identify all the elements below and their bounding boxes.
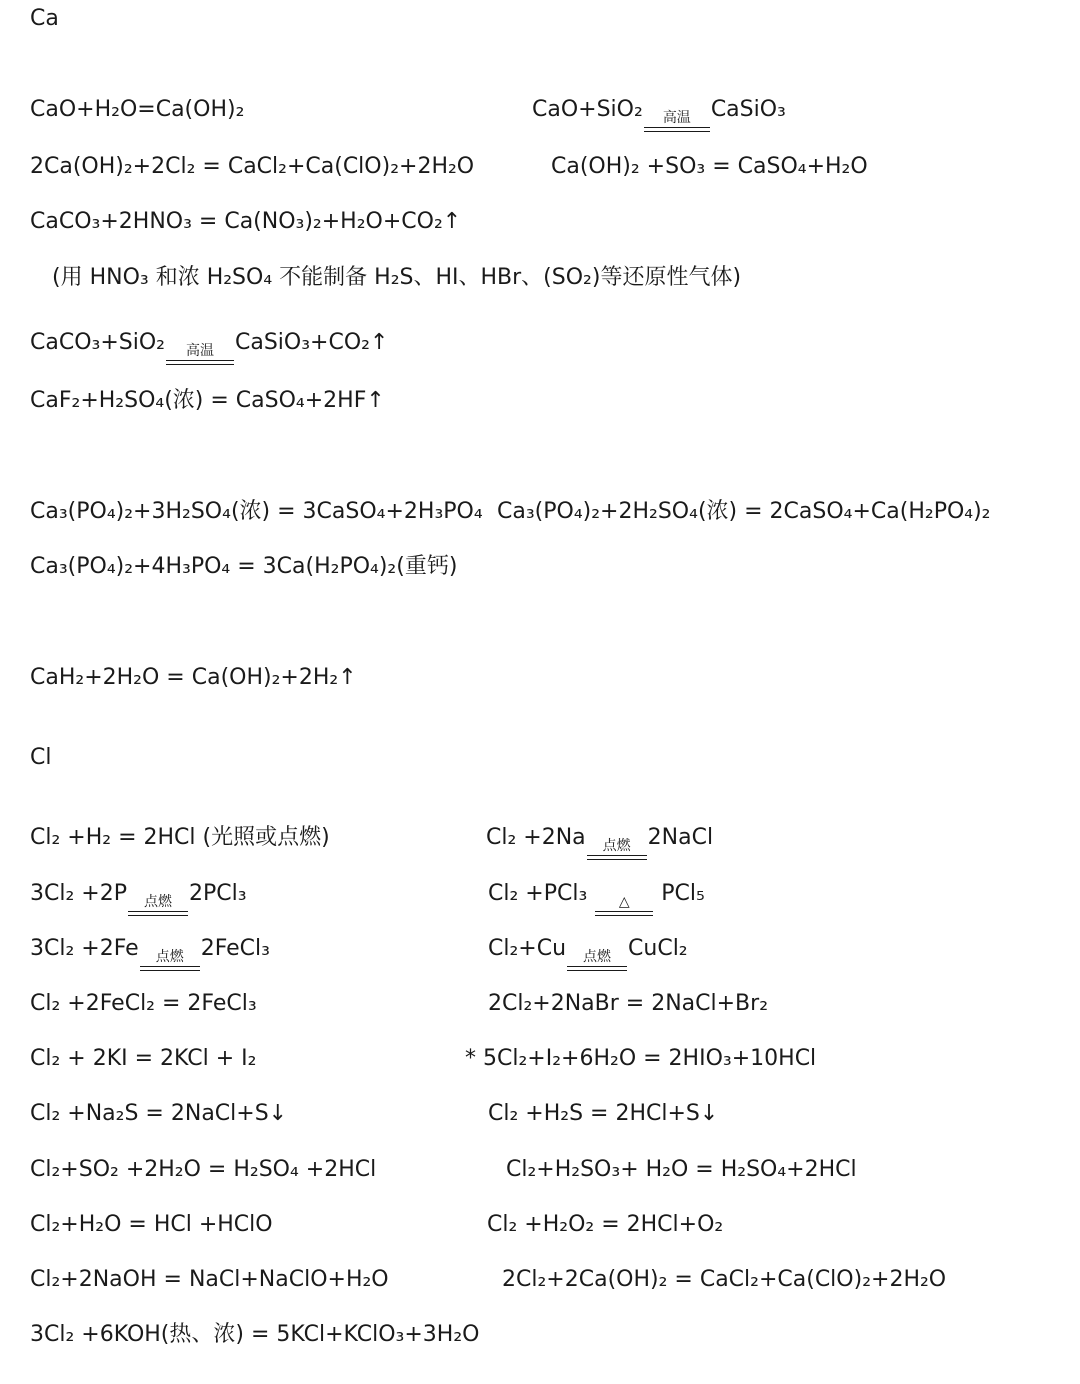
equation-cah2-h2o: CaH₂+2H₂O = Ca(OH)₂+2H₂↑ <box>30 665 357 690</box>
equation-caoh2-so3: Ca(OH)₂ +SO₃ = CaSO₄+H₂O <box>551 154 868 179</box>
equation-left: Cl₂ +PCl₃ <box>488 881 595 906</box>
heat-triangle-icon: △ <box>618 894 630 910</box>
equation-cl2-koh: 3Cl₂ +6KOH(热、浓) = 5KCl+KClO₃+3H₂O <box>30 1322 480 1347</box>
equation-cl2-h2: Cl₂ +H₂ = 2HCl (光照或点燃) <box>30 825 330 850</box>
equation-cl2-na <box>486 824 713 860</box>
equation-left: 3Cl₂ +2P <box>30 881 127 906</box>
double-line <box>644 127 710 132</box>
reaction-condition: 高温 <box>186 343 214 359</box>
reaction-condition-arrow <box>567 949 627 971</box>
reaction-condition: 点燃 <box>143 894 172 910</box>
equation-cl2-pcl3 <box>488 880 705 916</box>
reaction-condition: 点燃 <box>602 838 631 854</box>
note-reducing-gases: (用 HNO₃ 和浓 H₂SO₄ 不能制备 H₂S、HI、HBr、(SO₂)等还原性气体) <box>52 265 742 290</box>
reaction-condition-arrow <box>128 894 188 916</box>
equation-cl2-so2: Cl₂+SO₂ +2H₂O = H₂SO₄ +2HCl <box>30 1157 377 1182</box>
equation-left: Cl₂ +2Na <box>486 825 586 850</box>
equation-cl2-h2o2: Cl₂ +H₂O₂ = 2HCl+O₂ <box>487 1212 724 1237</box>
equation-cao-sio2 <box>532 96 786 132</box>
equation-ca3po42-3h2so4: Ca₃(PO₄)₂+3H₂SO₄(浓) = 3CaSO₄+2H₃PO₄ <box>30 499 483 524</box>
equation-right: CaSiO₃+CO₂↑ <box>235 330 389 355</box>
reaction-condition-arrow <box>166 343 234 365</box>
equation-ca3po42-h3po4: Ca₃(PO₄)₂+4H₃PO₄ = 3Ca(H₂PO₄)₂(重钙) <box>30 554 458 579</box>
equation-cl2-fecl2: Cl₂ +2FeCl₂ = 2FeCl₃ <box>30 991 257 1016</box>
section-heading-ca: Ca <box>30 6 59 31</box>
reaction-condition-arrow <box>140 949 200 971</box>
double-line <box>140 966 200 971</box>
double-line <box>166 360 234 365</box>
equation-left: CaCO₃+SiO₂ <box>30 330 165 355</box>
equation-caf2-h2so4: CaF₂+H₂SO₄(浓) = CaSO₄+2HF↑ <box>30 388 385 413</box>
equation-cl2-cu <box>488 935 688 971</box>
equation-left: CaO+SiO₂ <box>532 97 643 122</box>
equation-ca3po42-2h2so4: Ca₃(PO₄)₂+2H₂SO₄(浓) = 2CaSO₄+Ca(H₂PO₄)₂ <box>497 499 991 524</box>
equation-caco3-hno3: CaCO₃+2HNO₃ = Ca(NO₃)₂+H₂O+CO₂↑ <box>30 209 462 234</box>
equation-cl2-naoh: Cl₂+2NaOH = NaCl+NaClO+H₂O <box>30 1267 389 1292</box>
equation-right: CaSiO₃ <box>710 97 786 122</box>
reaction-condition-arrow <box>587 838 647 860</box>
equation-right: 2FeCl₃ <box>200 936 270 961</box>
reaction-condition: 点燃 <box>155 949 184 965</box>
equation-cl2-nabr: 2Cl₂+2NaBr = 2NaCl+Br₂ <box>488 991 769 1016</box>
equation-right: PCl₅ <box>654 881 705 906</box>
equation-cl2-caoh2: 2Cl₂+2Ca(OH)₂ = CaCl₂+Ca(ClO)₂+2H₂O <box>502 1267 947 1292</box>
equation-cl2-h2so3: Cl₂+H₂SO₃+ H₂O = H₂SO₄+2HCl <box>506 1157 857 1182</box>
reaction-condition: 高温 <box>662 110 691 126</box>
equation-cao-h2o: CaO+H₂O=Ca(OH)₂ <box>30 97 245 122</box>
double-line <box>587 855 647 860</box>
equation-right: CuCl₂ <box>628 936 688 961</box>
equation-cl2-fe <box>30 935 270 971</box>
reaction-condition-arrow <box>595 894 653 916</box>
reaction-condition-arrow <box>644 110 710 132</box>
equation-cl2-i2: * 5Cl₂+I₂+6H₂O = 2HIO₃+10HCl <box>465 1046 817 1071</box>
equation-caco3-sio2 <box>30 329 388 365</box>
equation-right: 2NaCl <box>647 825 714 850</box>
double-line <box>567 966 627 971</box>
reaction-condition: 点燃 <box>583 949 612 965</box>
equation-cl2-p <box>30 880 247 916</box>
double-line <box>128 911 188 916</box>
double-line <box>595 911 653 916</box>
equation-cl2-ki: Cl₂ + 2KI = 2KCl + I₂ <box>30 1046 257 1071</box>
equation-cl2-na2s: Cl₂ +Na₂S = 2NaCl+S↓ <box>30 1101 288 1126</box>
equation-left: Cl₂+Cu <box>488 936 567 961</box>
equation-cl2-h2s: Cl₂ +H₂S = 2HCl+S↓ <box>488 1101 719 1126</box>
equation-caoh2-cl2: 2Ca(OH)₂+2Cl₂ = CaCl₂+Ca(ClO)₂+2H₂O <box>30 154 475 179</box>
equation-left: 3Cl₂ +2Fe <box>30 936 139 961</box>
section-heading-cl: Cl <box>30 745 52 770</box>
equation-cl2-h2o: Cl₂+H₂O = HCl +HClO <box>30 1212 273 1237</box>
equation-right: 2PCl₃ <box>188 881 247 906</box>
